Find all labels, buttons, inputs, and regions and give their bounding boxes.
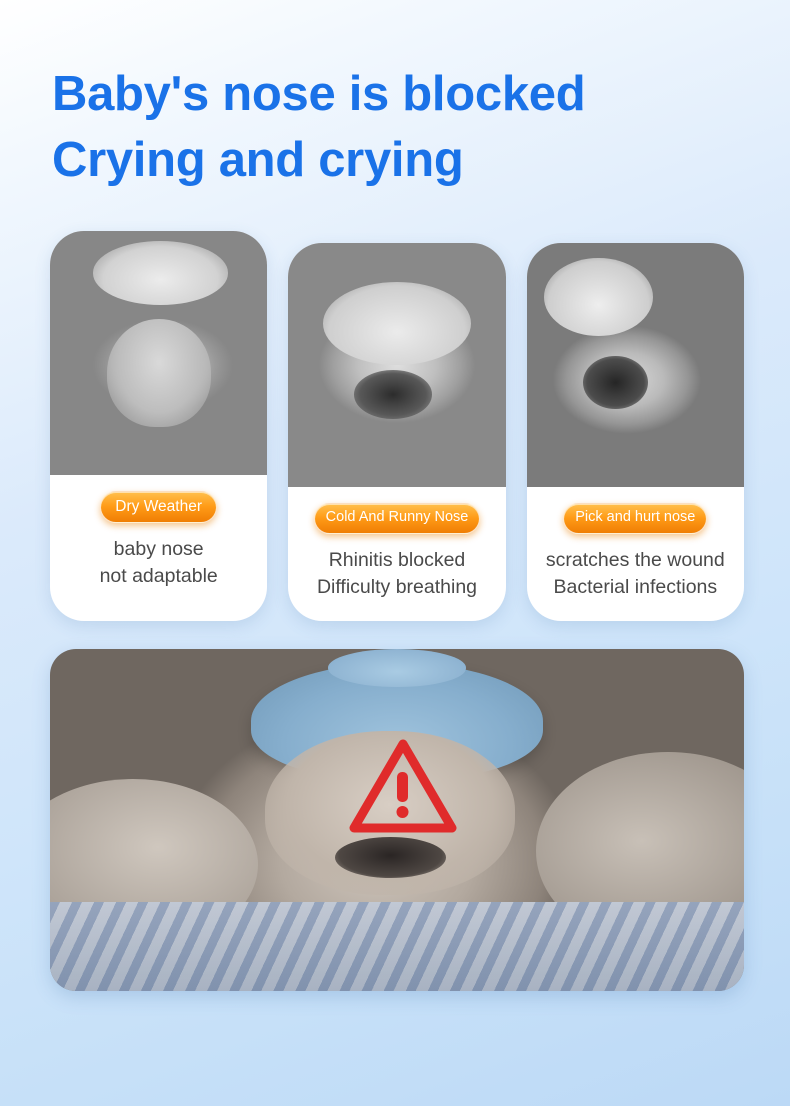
cause-desc-line: Difficulty breathing <box>316 576 478 599</box>
cause-desc-line: Bacterial infections <box>553 576 718 599</box>
cause-desc-line: not adaptable <box>99 565 218 588</box>
baby-mouth <box>335 837 446 878</box>
cause-card-body <box>527 487 744 621</box>
status-badge: Dry Weather <box>100 491 217 523</box>
crying-baby-headband-photo <box>50 231 267 475</box>
crying-newborn-photo <box>288 243 505 487</box>
patterned-blanket <box>50 902 744 991</box>
crying-baby-lying-photo <box>527 243 744 487</box>
cause-card <box>527 243 744 621</box>
cause-card-list <box>0 193 790 621</box>
page-title-line-2: Crying and crying <box>52 132 464 187</box>
cause-desc-line: scratches the wound <box>545 549 725 572</box>
warning-triangle-icon <box>348 738 458 834</box>
status-badge: Pick and hurt nose <box>563 503 707 534</box>
cause-card <box>288 243 505 621</box>
baby-hat-knot <box>328 649 467 687</box>
status-badge: Cold And Runny Nose <box>314 503 481 534</box>
cause-card <box>50 231 267 621</box>
page-title <box>0 0 790 193</box>
cause-desc-line: Rhinitis blocked <box>328 549 466 572</box>
crying-baby-blue-hat-photo <box>50 649 744 991</box>
page-title-line-1: Baby's nose is blocked <box>52 67 586 121</box>
cause-desc-line: baby nose <box>113 538 204 561</box>
cause-card-body <box>50 475 267 621</box>
cause-card-body <box>288 487 505 621</box>
